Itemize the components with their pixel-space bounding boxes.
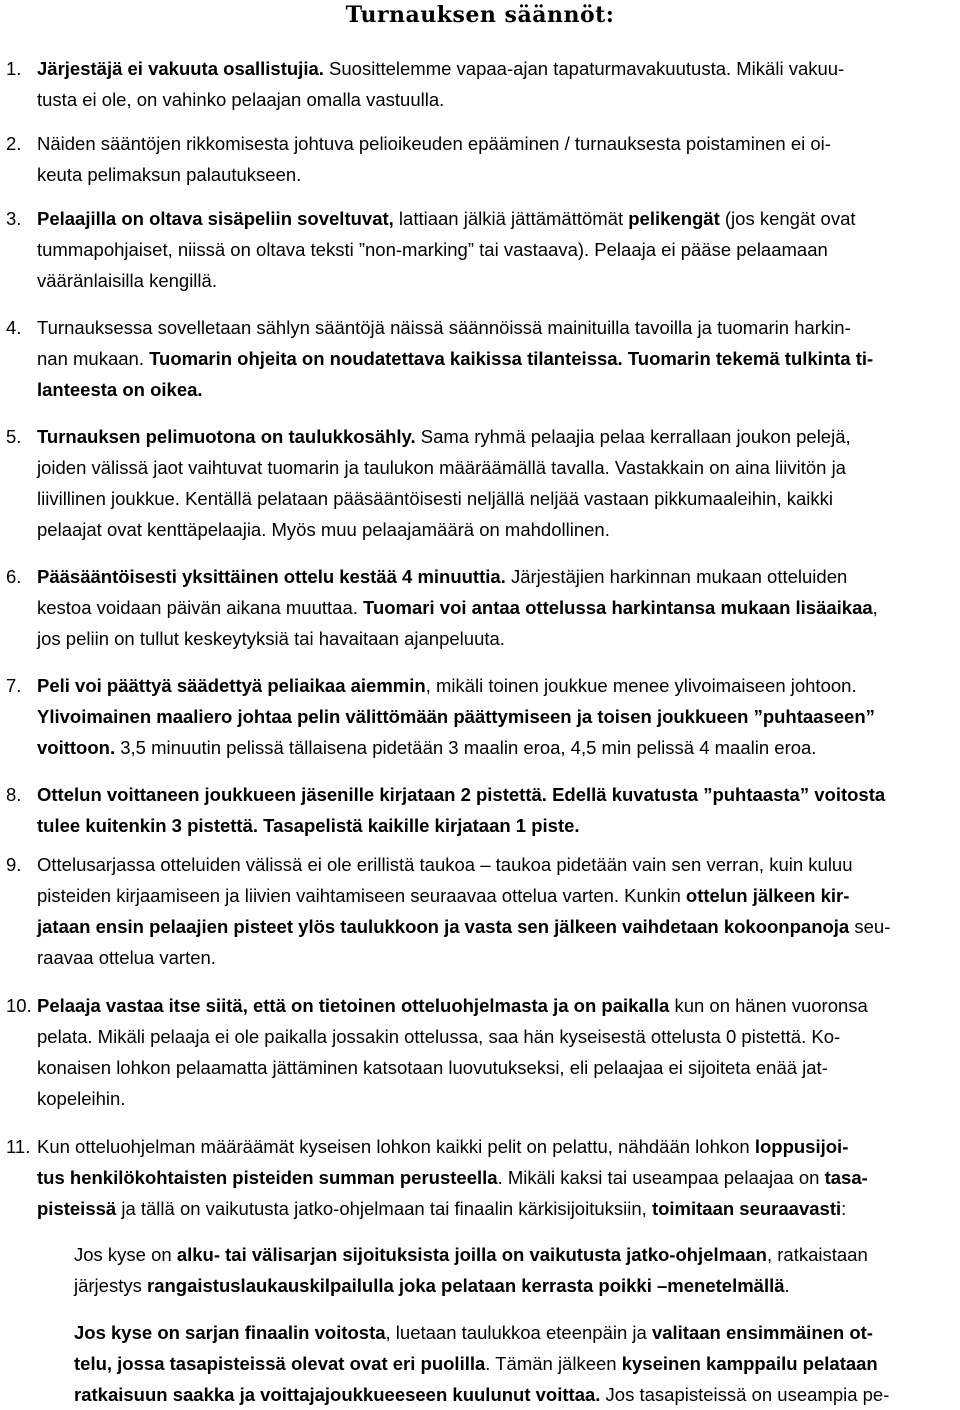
subparagraph-text (74, 1317, 954, 1410)
text-line (37, 234, 957, 265)
bold-text: valitaan ensimmäinen ot- (651, 1322, 873, 1343)
text-segment: raavaa ottelua varten. (37, 947, 216, 968)
text-segment: lattiaan jälkiä jättämättömät (393, 208, 629, 229)
text-line (37, 623, 957, 654)
bold-text: loppusijoi- (754, 1136, 849, 1157)
text-line (37, 911, 957, 942)
rule-number: 2. (6, 133, 22, 154)
text-segment: (jos kengät ovat (719, 208, 856, 229)
rule-text (37, 561, 957, 654)
text-segment: Järjestäjien harkinnan mukaan otteluiden (505, 566, 848, 587)
text-segment: liivillinen joukkue. Kentällä pelataan pääsääntöisesti neljällä neljää vastaan pikkumaaleihin, kaikki (37, 488, 833, 509)
text-line (74, 1379, 954, 1410)
text-line (37, 312, 957, 343)
text-segment: , ratkaistaan (766, 1244, 868, 1265)
text-segment: nan mukaan. (37, 348, 150, 369)
text-segment: . Mikäli kaksi tai useampaa pelaajaa on (497, 1167, 825, 1188)
text-line (37, 990, 957, 1021)
text-segment: pelaajat ovat kenttäpelaajia. Myös muu pelaajamäärä on mahdollinen. (37, 519, 610, 540)
rule-text (37, 203, 957, 296)
text-segment: . Tämän jälkeen (485, 1353, 622, 1374)
text-line (37, 701, 957, 732)
text-segment: Kun otteluohjelman määräämät kyseisen lohkon kaikki pelit on pelattu, nähdään lohkon (37, 1136, 755, 1157)
text-segment: . (784, 1275, 790, 1296)
bold-text: Pääsääntöisesti yksittäinen ottelu kestää 4 minuuttia. (37, 566, 506, 587)
text-line (37, 779, 957, 810)
text-line (74, 1317, 954, 1348)
page-title: Turnauksen säännöt: (345, 2, 615, 28)
bold-text: telu, jossa tasapisteissä olevat ovat eri puolilla (74, 1353, 486, 1374)
text-line (37, 421, 957, 452)
bold-text: toimitaan seuraavasti (651, 1198, 842, 1219)
text-line (37, 1021, 957, 1052)
text-line (37, 670, 957, 701)
text-line (37, 343, 957, 374)
bold-text: pisteissä (37, 1198, 117, 1219)
text-line (37, 1162, 957, 1193)
text-line (37, 592, 957, 623)
text-line (37, 1193, 957, 1224)
text-segment: kopeleihin. (37, 1088, 126, 1109)
text-segment: , (872, 597, 878, 618)
bold-text: Tuomari voi antaa ottelussa harkintansa mukaan lisäaikaa (363, 597, 873, 618)
rule-text (37, 1131, 957, 1224)
rule-number: 8. (6, 784, 22, 805)
text-line (37, 159, 957, 190)
bold-text: Järjestäjä ei vakuuta osallistujia. (37, 58, 324, 79)
text-line (37, 452, 957, 483)
bold-text: Peli voi päättyä säädettyä peliaikaa aiemmin (37, 675, 426, 696)
bold-text: alku- tai välisarjan sijoituksista joilla on vaikutusta jatko-ohjelmaan (176, 1244, 767, 1265)
text-line (37, 849, 957, 880)
text-line (37, 483, 957, 514)
text-segment: seu- (849, 916, 891, 937)
text-segment: joiden välissä jaot vaihtuvat tuomarin ja taulukon määräämällä tavalla. Vastakkain on aina liivitön ja (37, 457, 846, 478)
text-segment: vääränlaisilla kengillä. (37, 270, 217, 291)
text-segment: kestoa voidaan päivän aikana muuttaa. (37, 597, 364, 618)
text-line (37, 942, 957, 973)
rule-text (37, 128, 957, 190)
rule-text (37, 779, 957, 841)
text-line (37, 203, 957, 234)
text-segment: 3,5 minuutin pelissä tällaisena pidetään 3 maalin eroa, 4,5 min pelissä 4 maalin eroa. (115, 737, 817, 758)
text-segment: Jos kyse on (74, 1244, 177, 1265)
bold-text: ratkaisuun saakka ja voittajajoukkueeseen kuulunut voittaa. (74, 1384, 601, 1405)
text-line (37, 374, 957, 405)
text-segment: pelata. Mikäli pelaaja ei ole paikalla jossakin ottelussa, saa hän kyseisestä ottelusta 0 pistettä. Ko- (37, 1026, 841, 1047)
rule-text (37, 312, 957, 405)
text-line (37, 514, 957, 545)
text-segment: Suosittelemme vapaa-ajan tapaturmavakuutusta. Mikäli vakuu- (323, 58, 845, 79)
rule-text (37, 990, 957, 1114)
text-line (74, 1348, 954, 1379)
rule-number: 5. (6, 426, 22, 447)
rule-number: 11. (6, 1136, 31, 1157)
text-line (37, 732, 957, 763)
text-segment: konaisen lohkon pelaamatta jättäminen katsotaan luovutukseksi, eli pelaajaa ei sijoiteta enää jat- (37, 1057, 828, 1078)
rule-number: 3. (6, 208, 22, 229)
rule-text (37, 53, 957, 115)
rule-number: 6. (6, 566, 22, 587)
rule-number: 4. (6, 317, 22, 338)
rule-number: 9. (6, 854, 22, 875)
bold-text: kyseinen kamppailu pelataan (621, 1353, 878, 1374)
bold-text: tus henkilökohtaisten pisteiden summan perusteella (37, 1167, 498, 1188)
rule-number: 10. (6, 995, 32, 1016)
rule-number: 7. (6, 675, 22, 696)
bold-text: Tuomarin ohjeita on noudatettava kaikissa tilanteissa. Tuomarin tekemä tulkinta ti- (149, 348, 874, 369)
text-line (37, 810, 957, 841)
text-line (74, 1239, 954, 1270)
text-segment: kun on hänen vuoronsa (669, 995, 868, 1016)
bold-text: Turnauksen pelimuotona on taulukkosähly. (37, 426, 416, 447)
bold-text: ottelun jälkeen kir- (685, 885, 850, 906)
rule-text (37, 849, 957, 973)
text-segment: Näiden sääntöjen rikkomisesta johtuva pelioikeuden epääminen / turnauksesta poistaminen ei oi- (37, 133, 831, 154)
subparagraph-text (74, 1239, 954, 1301)
bold-text: Pelaaja vastaa itse siitä, että on tietoinen otteluohjelmasta ja on paikalla (37, 995, 670, 1016)
text-segment: tummapohjaiset, niissä on oltava teksti ”non-marking” tai vastaava). Pelaaja ei pääse pelaamaan (37, 239, 828, 260)
bold-text: tulee kuitenkin 3 pistettä. Tasapelistä kaikille kirjataan 1 piste. (37, 815, 580, 836)
text-line (74, 1270, 954, 1301)
text-segment: Jos tasapisteissä on useampia pe- (600, 1384, 890, 1405)
rule-number: 1. (6, 58, 22, 79)
text-line (37, 265, 957, 296)
text-segment: pisteiden kirjaamiseen ja liivien vaihtamiseen seuraavaa ottelua varten. Kunkin (37, 885, 686, 906)
text-line (37, 1083, 957, 1114)
bold-text: rangaistuslaukauskilpailulla joka pelataan kerrasta poikki –menetelmällä (147, 1275, 785, 1296)
bold-text: Jos kyse on sarjan finaalin voitosta (74, 1322, 386, 1343)
text-line (37, 561, 957, 592)
rule-text (37, 421, 957, 545)
text-line (37, 84, 957, 115)
bold-text: pelikengät (628, 208, 720, 229)
text-line (37, 1131, 957, 1162)
rule-text (37, 670, 957, 763)
bold-text: tasa- (824, 1167, 868, 1188)
text-line (37, 53, 957, 84)
text-segment: Turnauksessa sovelletaan sählyn sääntöjä näissä säännöissä mainituilla tavoilla ja tuomarin harkin- (37, 317, 851, 338)
text-segment: järjestys (74, 1275, 147, 1296)
text-segment: , mikäli toinen joukkue menee ylivoimaiseen johtoon. (425, 675, 857, 696)
text-segment: ja tällä on vaikutusta jatko-ohjelmaan tai finaalin kärkisijoituksiin, (116, 1198, 652, 1219)
text-line (37, 128, 957, 159)
bold-text: lanteesta on oikea. (37, 379, 203, 400)
bold-text: jataan ensin pelaajien pisteet ylös taulukkoon ja vasta sen jälkeen vaihdetaan kokoonpanoja (37, 916, 850, 937)
bold-text: Pelaajilla on oltava sisäpeliin soveltuvat, (37, 208, 394, 229)
text-segment: : (841, 1198, 847, 1219)
text-segment: keuta pelimaksun palautukseen. (37, 164, 302, 185)
text-line (37, 1052, 957, 1083)
text-segment: Ottelusarjassa otteluiden välissä ei ole erillistä taukoa – taukoa pidetään vain sen verran, kuin kuluu (37, 854, 853, 875)
text-line (37, 880, 957, 911)
bold-text: Ylivoimainen maaliero johtaa pelin välittömään päättymiseen ja toisen joukkueen ”puhtaaseen” (37, 706, 875, 727)
text-segment: , luetaan taulukkoa eteenpäin ja (385, 1322, 652, 1343)
bold-text: Ottelun voittaneen joukkueen jäsenille kirjataan 2 pistettä. Edellä kuvatusta ”puhtaasta” voitosta (37, 784, 886, 805)
bold-text: voittoon. (37, 737, 116, 758)
text-segment: jos peliin on tullut keskeytyksiä tai havaitaan ajanpeluuta. (37, 628, 505, 649)
text-segment: Sama ryhmä pelaajia pelaa kerrallaan joukon pelejä, (415, 426, 851, 447)
text-segment: tusta ei ole, on vahinko pelaajan omalla vastuulla. (37, 89, 445, 110)
